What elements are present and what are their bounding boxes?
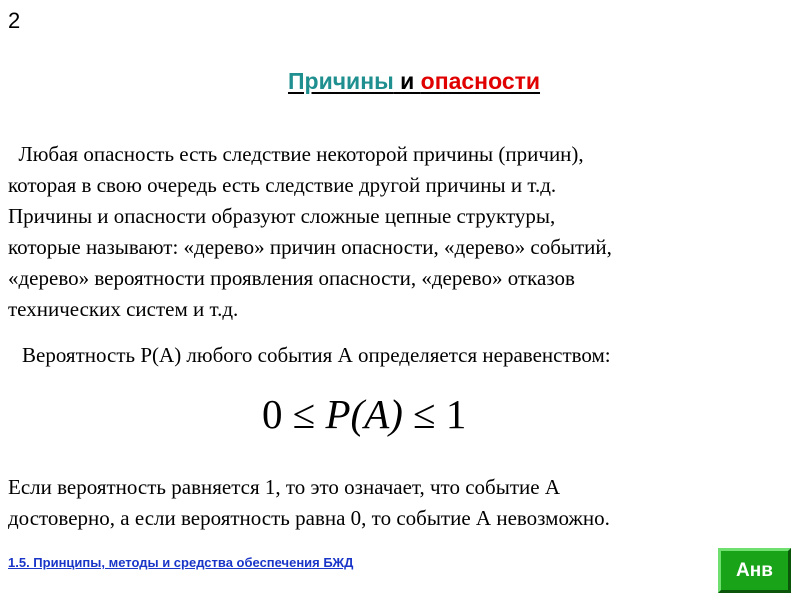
conclusion-line: Если вероятность равняется 1, то это означает, что событие А [8,475,560,499]
formula-expression: P(A) [325,391,403,437]
conclusion-line: достоверно, а если вероятность равна 0, то событие А невозможно. [8,506,610,530]
title-word-causes: Причины [287,68,394,94]
intro-line: «дерево» вероятности проявления опасности, «дерево» отказов [8,266,575,290]
slide-title [0,66,800,96]
intro-line: технических систем и т.д. [8,297,239,321]
intro-paragraph [8,139,798,325]
title-word-dangers: опасности [420,68,541,94]
intro-line: Любая опасность есть следствие некоторой причины (причин), [8,142,584,166]
conclusion-paragraph [8,472,798,534]
formula-left: 0 ≤ [262,391,326,437]
section-link[interactable]: 1.5. Принципы, методы и средства обеспечения БЖД [8,555,354,570]
intro-line: Причины и опасности образуют сложные цепные структуры, [8,204,556,228]
probability-formula [262,388,466,440]
slide-number: 2 [8,8,21,33]
probability-statement: Вероятность Р(А) любого события А определяется неравенством: [22,343,611,367]
nav-button[interactable]: Анв [718,548,791,593]
formula-right: ≤ 1 [402,391,467,437]
intro-line: которая в свою очередь есть следствие другой причины и т.д. [8,173,557,197]
title-connector: и [393,68,421,94]
intro-line: которые называют: «дерево» причин опасности, «дерево» событий, [8,235,612,259]
